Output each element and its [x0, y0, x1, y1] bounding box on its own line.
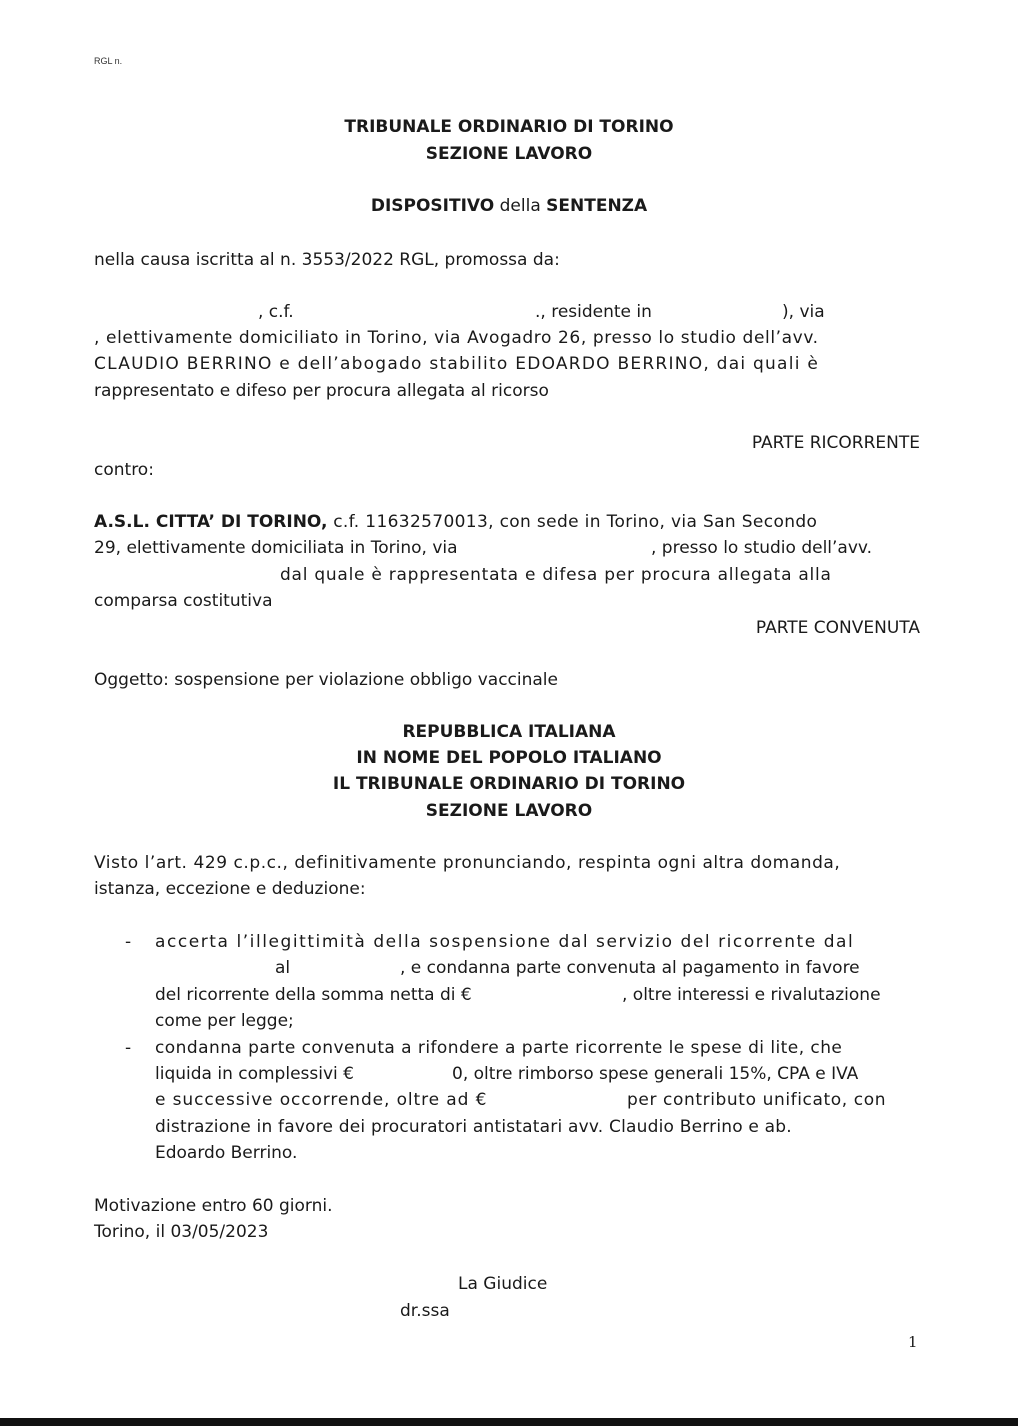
ricorrente-line2-text: , elettivamente domiciliato in Torino, via Avogadro 26, presso lo studio dell’avv.	[94, 328, 819, 348]
heading-republic: REPUBBLICA ITALIANA	[402, 722, 616, 742]
item2-line4: distrazione in favore dei procuratori antistatari avv. Claudio Berrino e ab.	[155, 1117, 792, 1137]
convenuta-line2b: , presso lo studio dell’avv.	[651, 538, 873, 558]
convenuta-line1	[94, 512, 817, 532]
intro-line: nella causa iscritta al n. 3553/2022 RGL, promossa da:	[94, 250, 560, 270]
oggetto-line: Oggetto: sospensione per violazione obbligo vaccinale	[94, 670, 558, 690]
parte-ricorrente-label: PARTE RICORRENTE	[751, 433, 920, 453]
item1-line3a: del ricorrente della somma netta di €	[155, 985, 472, 1005]
giudice-name: dr.ssa	[400, 1301, 450, 1321]
item1-line3b: , oltre interessi e rivalutazione	[622, 985, 881, 1005]
ricorrente-via: ), via	[782, 302, 825, 322]
convenuta-line1-text: c.f. 11632570013, con sede in Torino, via San Secondo	[327, 512, 818, 532]
heading-popolo: IN NOME DEL POPOLO ITALIANO	[356, 748, 662, 768]
heading-tribunale: IL TRIBUNALE ORDINARIO DI TORINO	[332, 774, 686, 794]
date-line: Torino, il 03/05/2023	[94, 1222, 269, 1242]
item2-line2b: 0, oltre rimborso spese generali 15%, CPA e IVA	[452, 1064, 859, 1084]
visto-line1	[94, 853, 920, 873]
visto-line1-text: Visto l’art. 429 c.p.c., definitivamente pronunciando, respinta ogni altra domanda,	[94, 853, 841, 873]
ricorrente-line4: rappresentato e difeso per procura allegata al ricorso	[94, 381, 549, 401]
sentenza-word: SENTENZA	[546, 196, 648, 216]
convenuta-line3: dal quale è rappresentata e difesa per procura allegata alla	[280, 565, 832, 585]
item1-line2a: al	[275, 958, 291, 978]
visto-line2: istanza, eccezione e deduzione:	[94, 879, 366, 899]
dispositivo-title	[0, 196, 1018, 216]
ricorrente-line3-text: CLAUDIO BERRINO e dell’abogado stabilito EDOARDO BERRINO, dai quali è	[94, 354, 820, 374]
heading-sezione: SEZIONE LAVORO	[425, 801, 593, 821]
parte-convenuta-label: PARTE CONVENUTA	[755, 618, 920, 638]
convenuta-line2a: 29, elettivamente domiciliata in Torino, via	[94, 538, 458, 558]
ricorrente-line2	[94, 328, 920, 348]
item1-dash: -	[125, 932, 132, 952]
ricorrente-cf: , c.f.	[258, 302, 294, 322]
item2-line3b: per contributo unificato, con	[627, 1090, 887, 1110]
item2-line2a: liquida in complessivi €	[155, 1064, 354, 1084]
page-bottom-border	[0, 1418, 1018, 1426]
motivazione-line: Motivazione entro 60 giorni.	[94, 1196, 333, 1216]
item2-line3a: e successive occorrende, oltre ad €	[155, 1090, 488, 1110]
page-number: 1	[908, 1333, 918, 1351]
rgl-label: RGL n.	[94, 56, 123, 66]
item1-line4: come per legge;	[155, 1011, 294, 1031]
item2-line1: condanna parte convenuta a rifondere a parte ricorrente le spese di lite, che	[155, 1038, 843, 1058]
convenuta-line4: comparsa costitutiva	[94, 591, 273, 611]
ricorrente-line3	[94, 354, 920, 374]
ricorrente-residente: ., residente in	[535, 302, 652, 322]
item2-line5: Edoardo Berrino.	[155, 1143, 298, 1163]
della-word: della	[494, 196, 547, 216]
court-title: TRIBUNALE ORDINARIO DI TORINO	[344, 117, 674, 137]
item2-dash: -	[125, 1038, 132, 1058]
convenuta-name: A.S.L. CITTA’ DI TORINO,	[94, 512, 328, 532]
item1-line1: accerta l’illegittimità della sospensione dal servizio del ricorrente dal	[155, 932, 855, 952]
item1-line2b: , e condanna parte convenuta al pagamento in favore	[400, 958, 860, 978]
giudice-label: La Giudice	[458, 1274, 548, 1294]
contro-label: contro:	[94, 460, 154, 480]
court-section: SEZIONE LAVORO	[425, 144, 593, 164]
dispositivo-word: DISPOSITIVO	[370, 196, 495, 216]
